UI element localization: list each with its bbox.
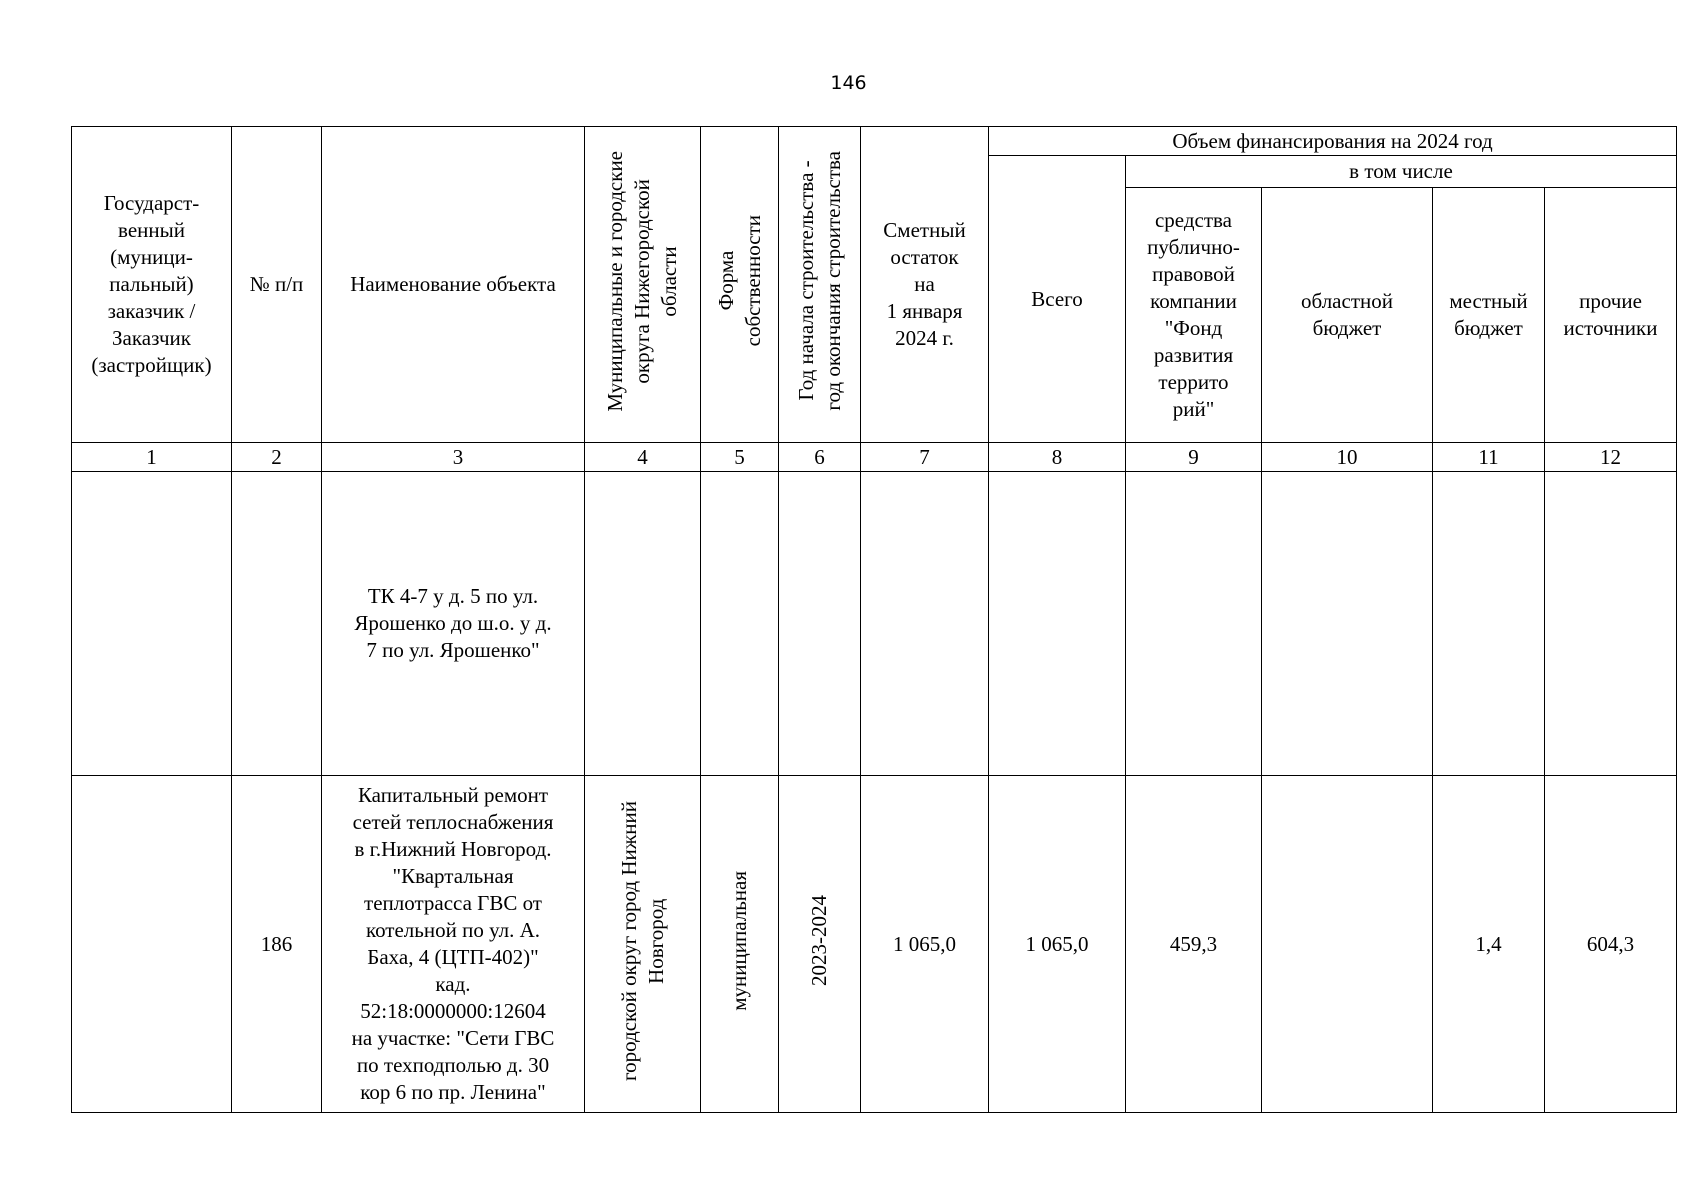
row-customer [72, 776, 232, 1113]
row-years: 2023-2024 [807, 895, 831, 986]
row-local [1433, 472, 1545, 776]
header-name: Наименование объекта [322, 127, 585, 443]
header-municipal-cell [585, 127, 701, 443]
row-estimate [861, 472, 989, 776]
header-customer: Государст- венный (муници- пальный) заказчик / Заказчик (застройщик) [72, 127, 232, 443]
row-other [1545, 472, 1677, 776]
column-index-row [72, 443, 1677, 472]
table-row [72, 472, 1677, 776]
header-estimate: Сметный остаток на 1 января 2024 г. [861, 127, 989, 443]
row-ownership: муниципальная [727, 870, 751, 1011]
row-regional [1262, 472, 1433, 776]
row-fund [1126, 472, 1262, 776]
row-num [232, 472, 322, 776]
row-years-cell [779, 776, 861, 1113]
col-index-4: 4 [585, 443, 701, 472]
col-index-9: 9 [1126, 443, 1262, 472]
col-index-12: 12 [1545, 443, 1677, 472]
row-municipal [585, 472, 701, 776]
row-years [779, 472, 861, 776]
header-other: прочие источники [1545, 188, 1677, 443]
col-index-11: 11 [1433, 443, 1545, 472]
col-index-7: 7 [861, 443, 989, 472]
row-total: 1 065,0 [989, 776, 1126, 1113]
header-row [72, 127, 1677, 156]
header-years: Год начала строительства - год окончания строительства [793, 151, 845, 411]
header-fund: средства публично- правовой компании "Фонд развития террито рий" [1126, 188, 1262, 443]
header-total: Всего [989, 156, 1126, 443]
financing-table [71, 126, 1677, 1113]
page-number: 146 [830, 72, 867, 94]
header-funding-title: Объем финансирования на 2024 год [989, 127, 1677, 156]
col-index-1: 1 [72, 443, 232, 472]
header-num: № п/п [232, 127, 322, 443]
row-object-name: ТК 4-7 у д. 5 по ул. Ярошенко до ш.о. у д. 7 по ул. Ярошенко" [322, 472, 585, 776]
header-municipal: Муниципальные и городские округа Нижегородской области [603, 150, 681, 412]
row-ownership [701, 472, 779, 776]
header-ownership-cell [701, 127, 779, 443]
row-total [989, 472, 1126, 776]
col-index-3: 3 [322, 443, 585, 472]
header-regional: областной бюджет [1262, 188, 1433, 443]
header-ownership: Форма собственности [713, 215, 765, 347]
row-municipal-cell [585, 776, 701, 1113]
col-index-6: 6 [779, 443, 861, 472]
row-num: 186 [232, 776, 322, 1113]
col-index-8: 8 [989, 443, 1126, 472]
row-estimate: 1 065,0 [861, 776, 989, 1113]
header-local: местный бюджет [1433, 188, 1545, 443]
row-municipal: городской округ город Нижний Новгород [616, 800, 668, 1081]
row-regional [1262, 776, 1433, 1113]
table-row [72, 776, 1677, 1113]
row-object-name: Капитальный ремонт сетей теплоснабжения в г.Нижний Новгород. "Квартальная теплотрасса ГВС от котельной по ул. А. Баха, 4 (ЦТП-402)" кад. 52:18:0000000:12604 на участке: "Сети ГВС по техподполью д. 30 кор 6 по пр. Ленина" [322, 776, 585, 1113]
row-other: 604,3 [1545, 776, 1677, 1113]
row-local: 1,4 [1433, 776, 1545, 1113]
col-index-10: 10 [1262, 443, 1433, 472]
row-ownership-cell [701, 776, 779, 1113]
header-including: в том числе [1126, 156, 1677, 188]
header-years-cell [779, 127, 861, 443]
col-index-2: 2 [232, 443, 322, 472]
col-index-5: 5 [701, 443, 779, 472]
row-customer [72, 472, 232, 776]
row-fund: 459,3 [1126, 776, 1262, 1113]
